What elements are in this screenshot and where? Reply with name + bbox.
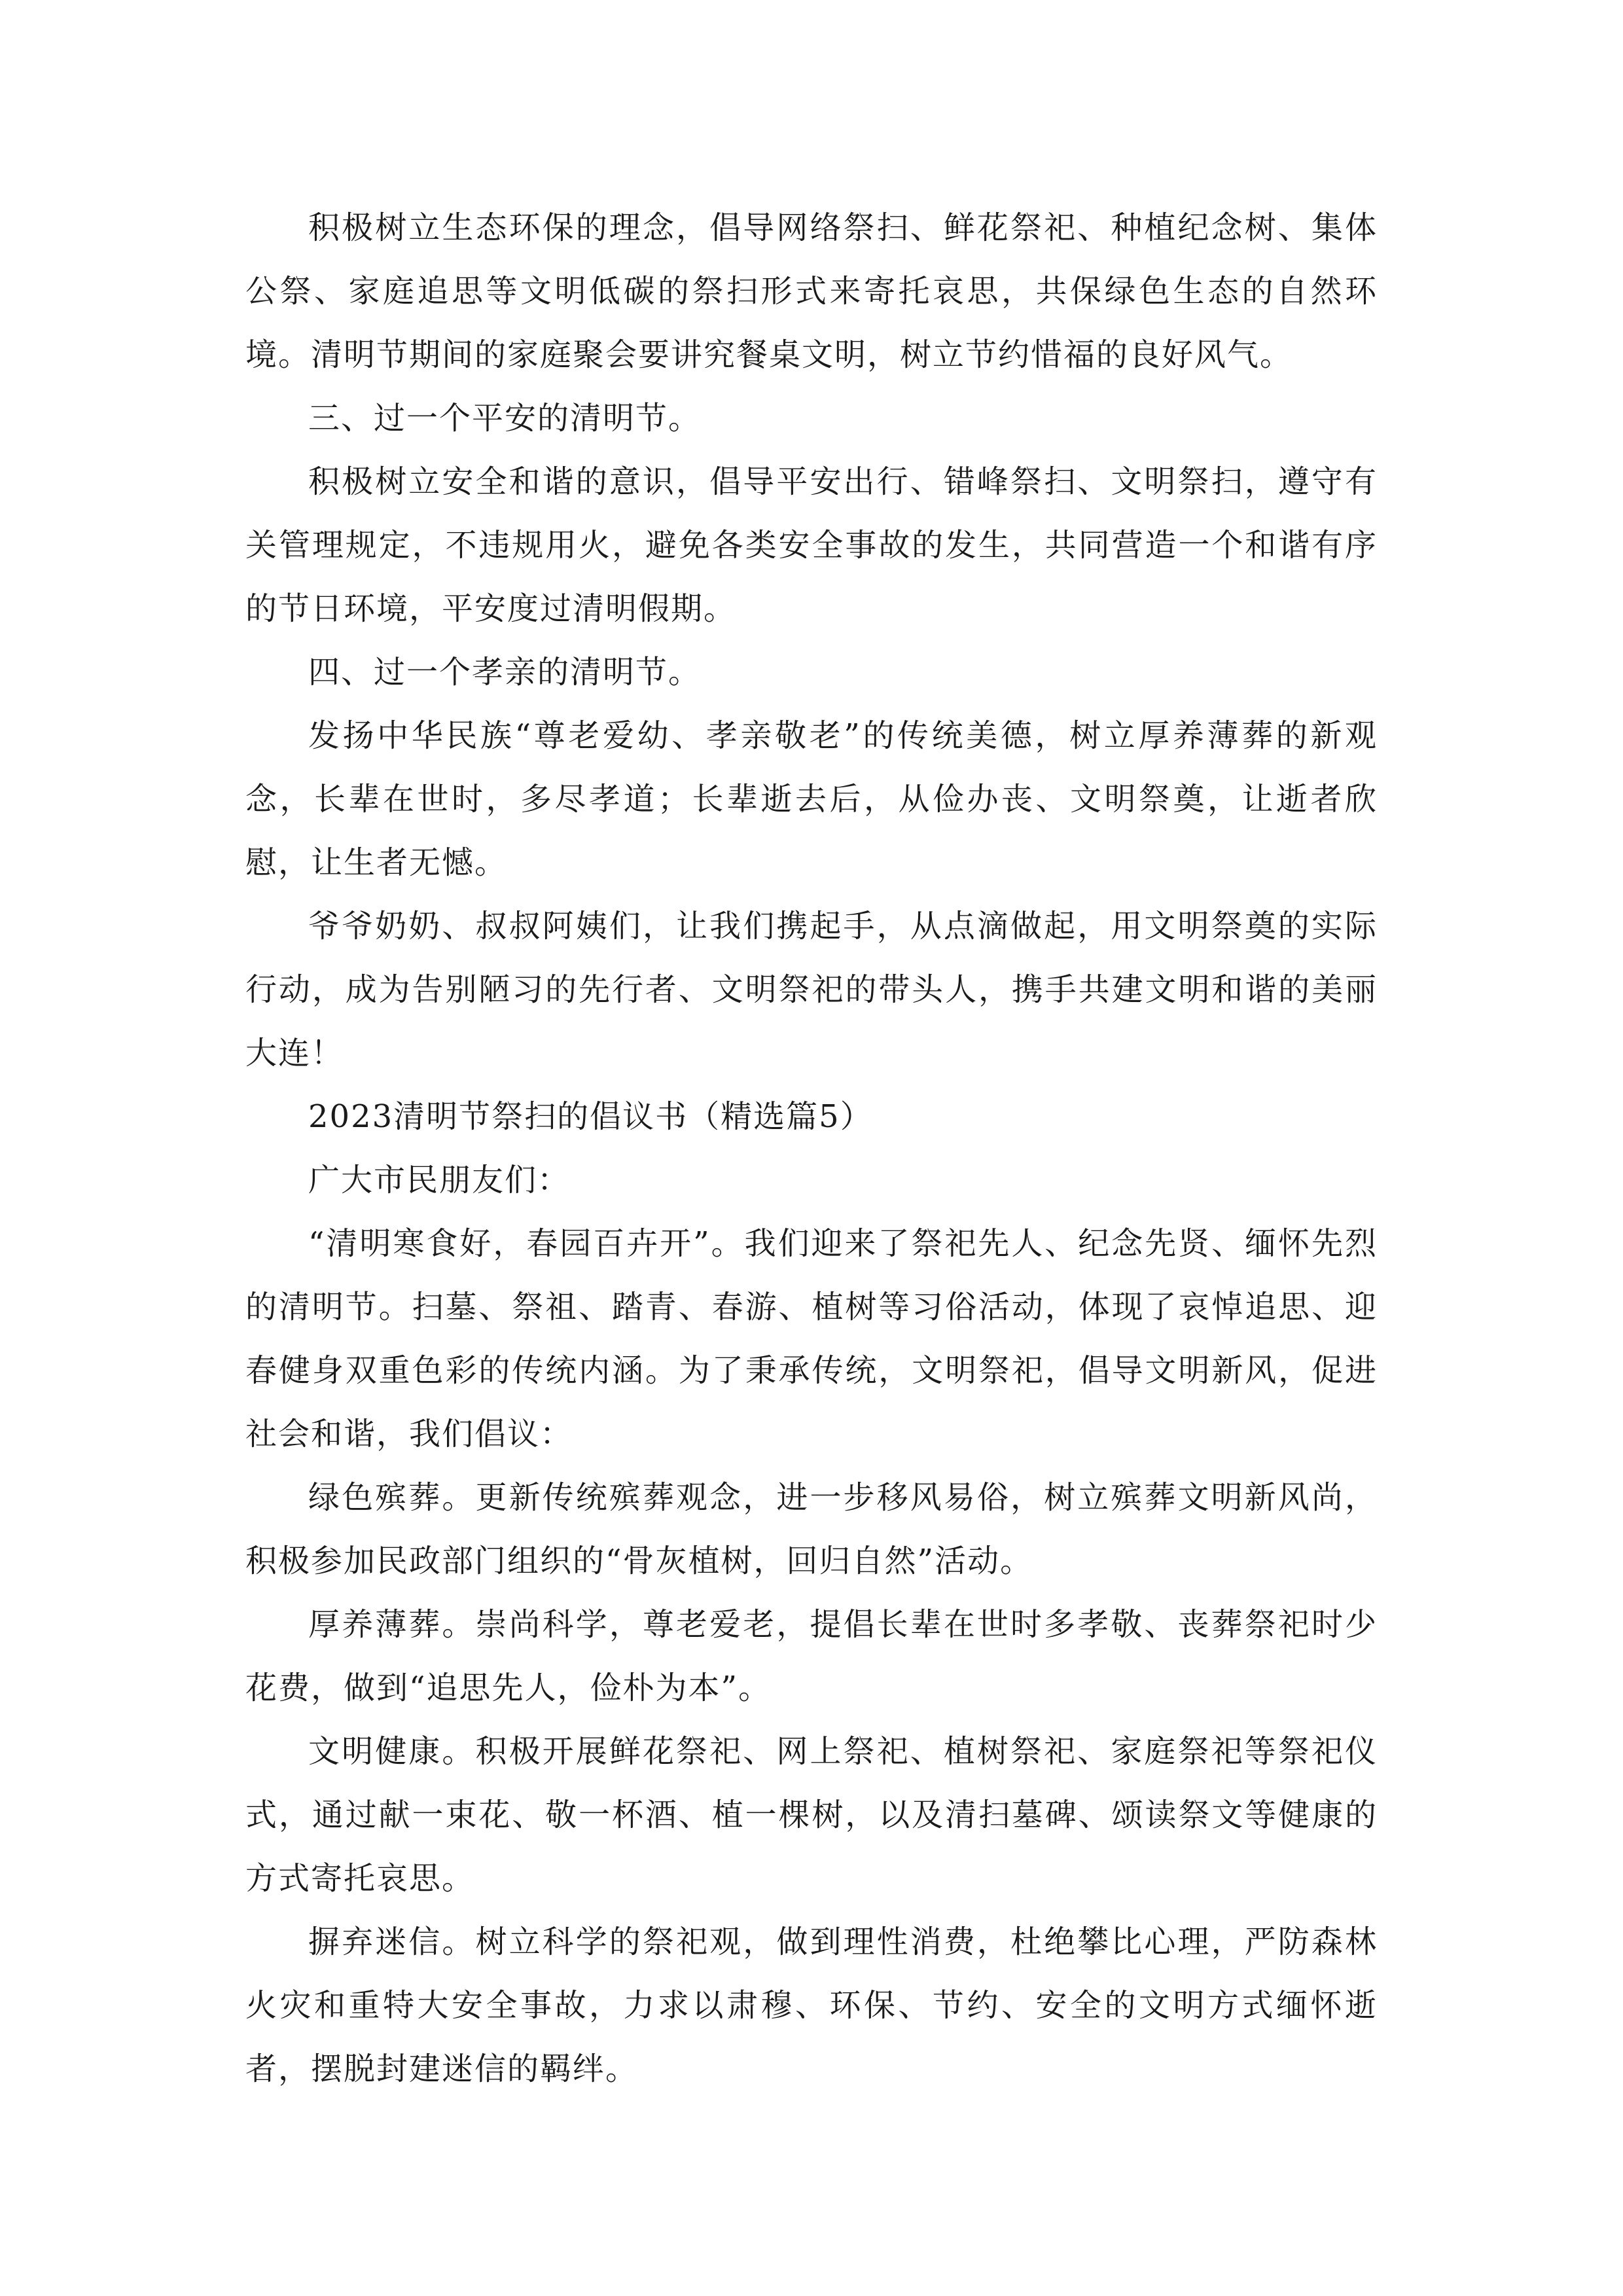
paragraph-thrifty-burial: 厚养薄葬。崇尚科学，尊老爱老，提倡长辈在世时多孝敬、丧葬祭祀时少花费，做到“追思先人，俭朴为本”。: [245, 1606, 1378, 1706]
heading-filial-qingming: 四、过一个孝亲的清明节。: [308, 654, 702, 691]
paragraph-eco-sacrifice: 积极树立生态环保的理念，倡导网络祭扫、鲜花祭祀、种植纪念树、集体公祭、家庭追思等文明低碳的祭扫形式来寄托哀思，共保绿色生态的自然环境。清明节期间的家庭聚会要讲究餐桌文明，树立节约惜福的良好风气。: [245, 209, 1378, 373]
document-body: [245, 196, 1378, 2101]
paragraph-introduction: “清明寒食好，春园百卉开”。我们迎来了祭祀先人、纪念先贤、缅怀先烈的清明节。扫墓、祭祖、踏青、春游、植树等习俗活动，体现了哀悼追思、迎春健身双重色彩的传统内涵。为了秉承传统，文明祭祀，倡导文明新风，促进社会和谐，我们倡议：: [245, 1225, 1378, 1452]
paragraph-call-to-action: 爷爷奶奶、叔叔阿姨们，让我们携起手，从点滴做起，用文明祭奠的实际行动，成为告别陋习的先行者、文明祭祀的带头人，携手共建文明和谐的美丽大连！: [245, 908, 1378, 1071]
paragraph-abandon-superstition: 摒弃迷信。树立科学的祭祀观，做到理性消费，杜绝攀比心理，严防森林火灾和重特大安全事故，力求以肃穆、环保、节约、安全的文明方式缅怀逝者，摆脱封建迷信的羁绊。: [245, 1924, 1378, 2087]
section-title-proposal-5: 2023清明节祭扫的倡议书（精选篇5）: [308, 1098, 873, 1135]
heading-safe-qingming: 三、过一个平安的清明节。: [308, 400, 702, 437]
paragraph-filial-piety: 发扬中华民族“尊老爱幼、孝亲敬老”的传统美德，树立厚养薄葬的新观念，长辈在世时，多尽孝道；长辈逝去后，从俭办丧、文明祭奠，让逝者欣慰，让生者无憾。: [245, 717, 1378, 881]
salutation: 广大市民朋友们：: [308, 1162, 571, 1198]
paragraph-civilized-healthy: 文明健康。积极开展鲜花祭祀、网上祭祀、植树祭祀、家庭祭祀等祭祀仪式，通过献一束花、敬一杯酒、植一棵树，以及清扫墓碑、颂读祭文等健康的方式寄托哀思。: [245, 1733, 1378, 1897]
paragraph-safety: 积极树立安全和谐的意识，倡导平安出行、错峰祭扫、文明祭扫，遵守有关管理规定，不违规用火，避免各类安全事故的发生，共同营造一个和谐有序的节日环境，平安度过清明假期。: [245, 463, 1378, 627]
paragraph-green-burial: 绿色殡葬。更新传统殡葬观念，进一步移风易俗，树立殡葬文明新风尚，积极参加民政部门组织的“骨灰植树，回归自然”活动。: [245, 1479, 1378, 1579]
